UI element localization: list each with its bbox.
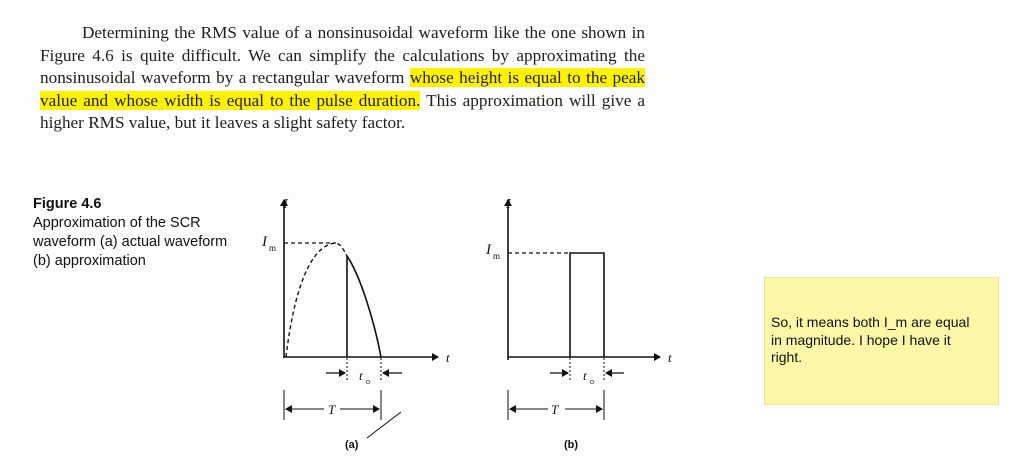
figure-caption: [33, 195, 243, 271]
figure-caption-text: Approximation of the SCR waveform (a) actual waveform (b) approximation: [33, 215, 228, 269]
figure-number: Figure 4.6: [33, 196, 102, 212]
a-panel-label: (a): [345, 439, 359, 451]
a-waveform-dashed: [286, 243, 347, 357]
comment-text: So, it means both I_m are equal in magnitude. I hope I have it right.: [771, 314, 970, 365]
paragraph-text: Determining the RMS value of a nonsinusoidal waveform like the one shown in Figure 4.6 is quite difficult. We can simplify the calculations by approximating the nonsinusoidal waveform by a rectangular waveform: [40, 23, 645, 88]
b-pulse-label: t: [583, 368, 587, 383]
a-current-axis-label: I: [283, 197, 288, 212]
waveform-diagram: [240, 180, 700, 459]
comment-note: [764, 277, 999, 405]
body-paragraph: [40, 22, 645, 135]
b-peak-subscript: m: [493, 251, 501, 261]
b-time-axis-label: t: [668, 350, 672, 365]
b-pulse-subscript: o: [590, 377, 594, 386]
a-peak-subscript: m: [269, 243, 277, 253]
a-period-label: T: [328, 402, 336, 417]
b-peak-label: I: [486, 242, 491, 258]
b-panel-label: (b): [564, 439, 579, 451]
b-current-axis-label: I: [506, 197, 511, 212]
panel-b: [485, 197, 672, 451]
a-pulse-subscript: o: [366, 377, 370, 386]
panel-a: [261, 197, 450, 451]
b-period-label: T: [551, 402, 559, 417]
a-waveform-solid: [347, 256, 381, 357]
a-pulse-label: t: [359, 368, 363, 383]
a-peak-label: I: [262, 234, 267, 250]
paragraph-text-end: This approximation will give a higher RMS value, but it leaves a slight safety factor.: [40, 90, 645, 133]
a-time-axis-label: t: [446, 350, 450, 365]
highlighted-text: whose height is equal to the peak value and whose width is equal to the pulse duration.: [40, 68, 645, 110]
b-rectangular-pulse: [570, 253, 604, 357]
